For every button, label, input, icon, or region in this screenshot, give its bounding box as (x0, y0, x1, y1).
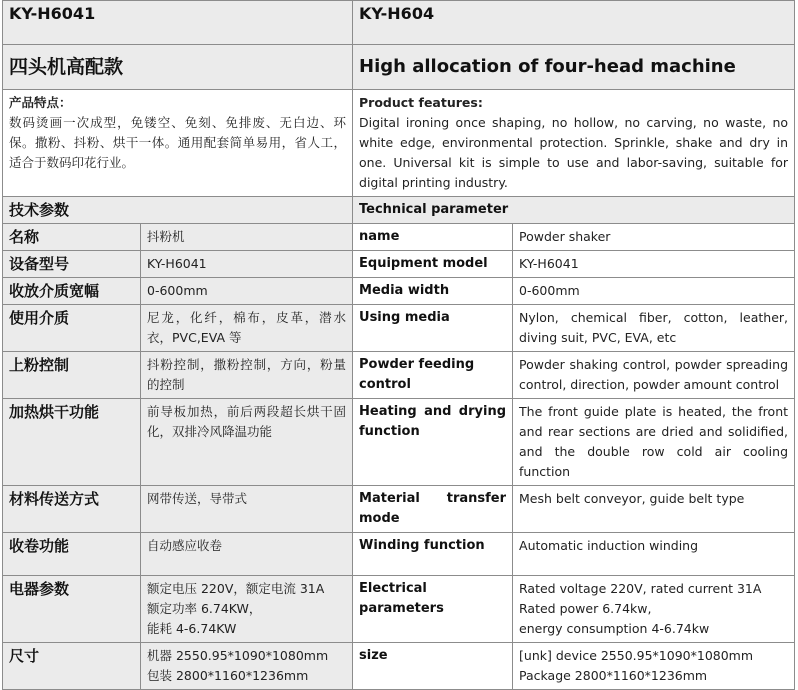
en-param-value: Powder shaking control, powder spreading control, direction, powder amount control (513, 352, 795, 399)
cn-param-value: 自动感应收卷 (141, 533, 353, 576)
en-param-value: Powder shaker (513, 224, 795, 251)
model-row (3, 1, 795, 45)
spec-row (3, 224, 795, 251)
spec-row (3, 643, 795, 690)
en-param-label: Electrical parameters (353, 576, 513, 643)
en-param-label: Winding function (353, 533, 513, 576)
cn-param-value: 抖粉控制，撒粉控制，方向，粉量的控制 (141, 352, 353, 399)
spec-row (3, 278, 795, 305)
cn-param-label: 收放介质宽幅 (3, 278, 141, 305)
spec-row (3, 486, 795, 533)
en-features-title: Product features: (359, 95, 483, 110)
en-param-label: Media width (353, 278, 513, 305)
en-param-value: Nylon, chemical fiber, cotton, leather, diving suit, PVC, EVA, etc (513, 305, 795, 352)
cn-param-value: 0-600mm (141, 278, 353, 305)
en-param-value: 0-600mm (513, 278, 795, 305)
en-tech-label: Technical parameter (353, 197, 795, 224)
en-title: High allocation of four-head machine (353, 45, 795, 90)
spec-row (3, 533, 795, 576)
cn-param-label: 收卷功能 (3, 533, 141, 576)
en-param-label: size (353, 643, 513, 690)
spec-row (3, 305, 795, 352)
en-param-value: [unk] device 2550.95*1090*1080mm Package 2800*1160*1236mm (513, 643, 795, 690)
cn-model: KY-H6041 (3, 1, 353, 45)
cn-param-label: 尺寸 (3, 643, 141, 690)
tech-header-row (3, 197, 795, 224)
features-row (3, 90, 795, 197)
spec-table (2, 0, 795, 690)
spec-row (3, 576, 795, 643)
en-param-label: Using media (353, 305, 513, 352)
en-param-value: The front guide plate is heated, the front and rear sections are dried and solidified, and the double row cold air cooling function (513, 399, 795, 486)
cn-param-label: 设备型号 (3, 251, 141, 278)
title-row (3, 45, 795, 90)
cn-param-label: 使用介质 (3, 305, 141, 352)
cn-param-label: 上粉控制 (3, 352, 141, 399)
cn-tech-label: 技术参数 (3, 197, 353, 224)
cn-param-label: 加热烘干功能 (3, 399, 141, 486)
cn-features-body: 数码烫画一次成型，免镂空、免刻、免排废、无白边、环保。撒粉、抖粉、烘干一体。通用配套简单易用，省人工，适合于数码印花行业。 (9, 115, 347, 170)
cn-param-value: 额定电压 220V，额定电流 31A 额定功率 6.74KW， 能耗 4-6.74KW (141, 576, 353, 643)
en-param-value: Automatic induction winding (513, 533, 795, 576)
en-model: KY-H604 (353, 1, 795, 45)
en-param-value: KY-H6041 (513, 251, 795, 278)
cn-features (3, 90, 353, 197)
cn-param-value: 网带传送，导带式 (141, 486, 353, 533)
en-param-value: Rated voltage 220V, rated current 31A Rated power 6.74kw, energy consumption 4-6.74kw (513, 576, 795, 643)
en-param-label: Powder feeding control (353, 352, 513, 399)
cn-param-value: 机器 2550.95*1090*1080mm 包装 2800*1160*1236mm (141, 643, 353, 690)
spec-row (3, 251, 795, 278)
en-features-body: Digital ironing once shaping, no hollow, no carving, no waste, no white edge, environmental protection. Sprinkle, shake and dry in one. Universal kit is simple to use and labor-saving, suitable for digital printing industry. (359, 115, 789, 190)
en-param-label: Material transfer mode (353, 486, 513, 533)
en-param-label: Equipment model (353, 251, 513, 278)
en-param-value: Mesh belt conveyor, guide belt type (513, 486, 795, 533)
en-param-label: name (353, 224, 513, 251)
cn-param-value: 抖粉机 (141, 224, 353, 251)
cn-features-title: 产品特点： (9, 95, 72, 110)
cn-param-label: 电器参数 (3, 576, 141, 643)
cn-title: 四头机高配款 (3, 45, 353, 90)
cn-param-value: KY-H6041 (141, 251, 353, 278)
en-features (353, 90, 795, 197)
en-param-label: Heating and drying function (353, 399, 513, 486)
spec-row (3, 399, 795, 486)
cn-param-value: 前导板加热，前后两段超长烘干固化，双排冷风降温功能 (141, 399, 353, 486)
cn-param-value: 尼龙，化纤，棉布，皮革，潜水衣，PVC,EVA 等 (141, 305, 353, 352)
spec-rows (3, 224, 795, 690)
cn-param-label: 名称 (3, 224, 141, 251)
cn-param-label: 材料传送方式 (3, 486, 141, 533)
spec-row (3, 352, 795, 399)
